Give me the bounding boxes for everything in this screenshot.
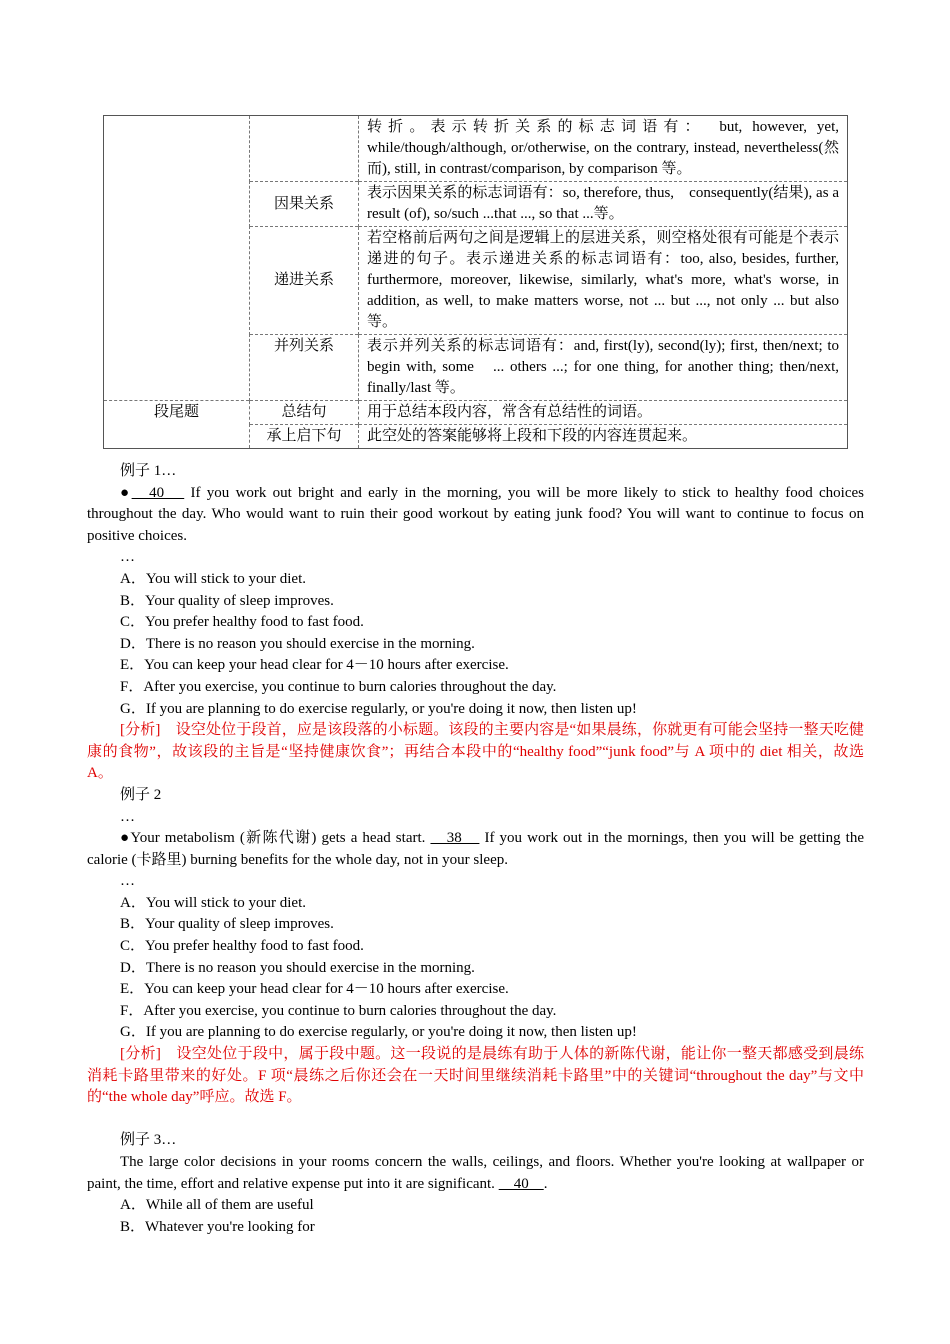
example-2-analysis: [分析] 设空处位于段中，属于段中题。这一段说的是晨练有助于人体的新陈代谢，能让你一整天都感受到晨练消耗卡路里带来的好处。F 项“晨练之后你还会在一天时间里继续消耗卡路里”中的关键词“throughout the day”与文中的“the whole day”呼应。故选 F。: [87, 1046, 864, 1106]
table-cell-type: 因果关系: [250, 182, 359, 227]
table-cell-type: 总结句: [250, 401, 359, 425]
option-a: A．While all of them are useful: [120, 1197, 314, 1214]
table-cell-description: 表示并列关系的标志词语有：and, first(ly), second(ly); first, then/next; to begin with, some ... others ...; for one thing, for another thing; then/next, finally/last 等。: [359, 335, 848, 401]
answer-blank: 40: [131, 484, 185, 501]
passage-text: ●Your metabolism (新陈代谢) gets a head start.: [120, 830, 431, 847]
passage-text: .: [543, 1175, 548, 1192]
table-cell-description: 表示因果关系的标志词语有：so, therefore, thus, consequently(结果), as a result (of), so/such ...that ..., so that ...等。: [359, 182, 848, 227]
option-d: D．There is no reason you should exercise in the morning.: [120, 635, 475, 652]
option-g: G．If you are planning to do exercise regularly, or you're doing it now, then listen up!: [120, 700, 637, 717]
table-cell-type: 并列关系: [250, 335, 359, 401]
ellipsis: …: [120, 808, 135, 825]
spacer: [87, 1109, 864, 1131]
example-1-analysis: [分析] 设空处位于段首，应是该段落的小标题。该段的主要内容是“如果晨练，你就更有可能会坚持一整天吃健康的食物”，故该段的主旨是“坚持健康饮食”；再结合本段中的“healthy food”“junk food”与 A 项中的 diet 相关，故选 A。: [87, 722, 864, 782]
table-cell-description: 此空处的答案能够将上段和下段的内容连贯起来。: [359, 425, 848, 449]
option-c: C．You prefer healthy food to fast food.: [120, 938, 364, 955]
example-3-title: 例子 3…: [120, 1132, 177, 1149]
table-cell-description: 用于总结本段内容，常含有总结性的词语。: [359, 401, 848, 425]
option-d: D．There is no reason you should exercise in the morning.: [120, 959, 475, 976]
table-cell-description: 转折。表示转折关系的标志词语有： but, however, yet, while/though/although, or/otherwise, on the contrary, instead, nevertheless(然而), still, in contrast/comparison, by comparison 等。: [367, 119, 839, 177]
example-2-passage: [87, 828, 864, 871]
table-cell-type: 承上启下句: [250, 425, 359, 449]
option-f: F．After you exercise, you continue to burn calories throughout the day.: [120, 1002, 557, 1019]
option-e: E．You can keep your head clear for 4－10 hours after exercise.: [120, 981, 509, 998]
option-a: A．You will stick to your diet.: [120, 894, 306, 911]
signal-words-table: [103, 115, 848, 449]
option-e: E．You can keep your head clear for 4－10 hours after exercise.: [120, 657, 509, 674]
answer-blank: 40: [498, 1175, 544, 1192]
passage-text: The large color decisions in your rooms concern the walls, ceilings, and floors. Whether you're looking at wallpaper or paint, the time, effort and relative expense put into it are significant.: [87, 1154, 864, 1192]
table-cell-type: [250, 116, 359, 182]
option-b: B．Your quality of sleep improves.: [120, 916, 334, 933]
option-c: C．You prefer healthy food to fast food.: [120, 614, 364, 631]
table-cell-type: 递进关系: [250, 227, 359, 335]
table-row: [104, 401, 848, 425]
table-cell-category: 段尾题: [104, 401, 250, 449]
passage-text: If you work out bright and early in the morning, you will be more likely to stick to healthy food choices throughout the day. Who would want to ruin their good workout by eating junk food? You will want to continue to focus on positive choices.: [87, 484, 864, 544]
examples-section: [87, 461, 864, 1238]
option-b: B．Whatever you're looking for: [120, 1218, 315, 1235]
bullet: ●: [120, 484, 132, 501]
answer-blank: 38: [430, 830, 480, 847]
ellipsis: …: [120, 873, 135, 890]
table-cell-category: [104, 116, 250, 401]
ellipsis: …: [120, 549, 135, 566]
table-row: [104, 116, 848, 182]
option-f: F．After you exercise, you continue to burn calories throughout the day.: [120, 678, 557, 695]
example-1-passage: [87, 483, 864, 548]
example-1-title: 例子 1…: [120, 463, 177, 479]
example-2-title: 例子 2: [120, 786, 162, 803]
option-b: B．Your quality of sleep improves.: [120, 592, 334, 609]
option-g: G．If you are planning to do exercise regularly, or you're doing it now, then listen up!: [120, 1024, 637, 1041]
option-a: A．You will stick to your diet.: [120, 570, 306, 587]
passage-text: If you work out in the mornings, then you will be getting the calorie (卡路里) burning benefits for the whole day, not in your sleep.: [87, 830, 864, 868]
table-cell-description: 若空格前后两句之间是逻辑上的层进关系，则空格处很有可能是个表示递进的句子。表示递进关系的标志词语有：too, also, besides, further, furthermore, moreover, likewise, similarly, what's more, what's worse, in addition, as well, to make matters worse, not ... but ..., not only ... but also 等。: [359, 227, 848, 335]
example-3-passage: [87, 1152, 864, 1195]
